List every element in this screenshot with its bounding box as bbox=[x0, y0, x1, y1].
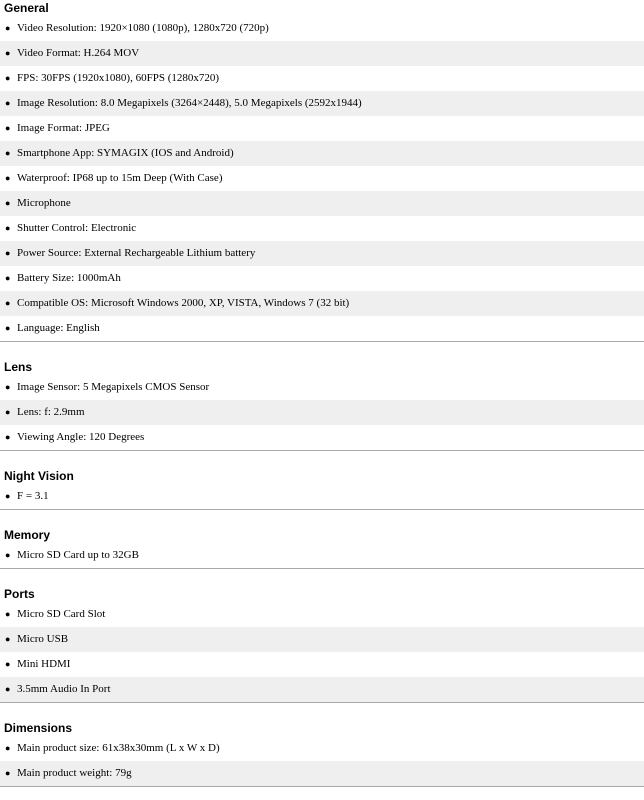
bullet-icon: ● bbox=[5, 73, 11, 83]
spec-item-text: Waterproof: IP68 up to 15m Deep (With Case) bbox=[17, 172, 223, 184]
bullet-icon: ● bbox=[5, 148, 11, 158]
spec-item bbox=[0, 216, 644, 241]
spec-item-text: Smartphone App: SYMAGIX (IOS and Android) bbox=[17, 147, 234, 159]
spec-item-text: Main product size: 61x38x30mm (L x W x D) bbox=[17, 742, 220, 754]
spec-item-text: FPS: 30FPS (1920x1080), 60FPS (1280x720) bbox=[17, 72, 220, 84]
spec-item-text: Video Format: H.264 MOV bbox=[17, 47, 140, 59]
spec-list bbox=[0, 375, 644, 451]
spec-item-text: Micro USB bbox=[17, 633, 69, 645]
bullet-icon: ● bbox=[5, 98, 11, 108]
spec-list bbox=[0, 602, 644, 703]
section-spacer bbox=[0, 342, 644, 359]
section-spacer bbox=[0, 569, 644, 586]
bullet-icon: ● bbox=[5, 432, 11, 442]
spec-item-text: Battery Size: 1000mAh bbox=[17, 272, 121, 284]
bullet-icon: ● bbox=[5, 550, 11, 560]
spec-item bbox=[0, 16, 644, 41]
spec-item bbox=[0, 91, 644, 116]
bullet-icon: ● bbox=[5, 298, 11, 308]
section-title: Dimensions bbox=[4, 721, 73, 735]
spec-item-text: Main product weight: 79g bbox=[17, 767, 132, 779]
bullet-icon: ● bbox=[5, 173, 11, 183]
bullet-icon: ● bbox=[5, 634, 11, 644]
bullet-icon: ● bbox=[5, 273, 11, 283]
bullet-icon: ● bbox=[5, 609, 11, 619]
bullet-icon: ● bbox=[5, 768, 11, 778]
spec-section-lens bbox=[0, 359, 644, 451]
spec-item bbox=[0, 316, 644, 341]
spec-item-text: Micro SD Card up to 32GB bbox=[17, 549, 139, 561]
spec-section-ports bbox=[0, 586, 644, 703]
spec-item-text: Mini HDMI bbox=[17, 658, 71, 670]
spec-item-text: Image Format: JPEG bbox=[17, 122, 110, 134]
section-title: General bbox=[4, 1, 49, 15]
bullet-icon: ● bbox=[5, 223, 11, 233]
section-title: Night Vision bbox=[4, 469, 74, 483]
spec-list bbox=[0, 736, 644, 787]
spec-section-memory bbox=[0, 527, 644, 569]
spec-item bbox=[0, 291, 644, 316]
spec-item bbox=[0, 602, 644, 627]
spec-item bbox=[0, 241, 644, 266]
spec-item-text: Image Resolution: 8.0 Megapixels (3264×2448), 5.0 Megapixels (2592x1944) bbox=[17, 97, 362, 109]
spec-item bbox=[0, 66, 644, 91]
spec-item bbox=[0, 41, 644, 66]
bullet-icon: ● bbox=[5, 23, 11, 33]
section-spacer bbox=[0, 510, 644, 527]
bullet-icon: ● bbox=[5, 491, 11, 501]
spec-item-text: Power Source: External Rechargeable Lithium battery bbox=[17, 247, 256, 259]
spec-item-text: Micro SD Card Slot bbox=[17, 608, 106, 620]
spec-section-dimensions bbox=[0, 720, 644, 787]
bullet-icon: ● bbox=[5, 323, 11, 333]
spec-item bbox=[0, 425, 644, 450]
spec-item-text: Shutter Control: Electronic bbox=[17, 222, 137, 234]
spec-item-text: Viewing Angle: 120 Degrees bbox=[17, 431, 145, 443]
section-title: Lens bbox=[4, 360, 33, 374]
bullet-icon: ● bbox=[5, 198, 11, 208]
spec-item bbox=[0, 266, 644, 291]
spec-item bbox=[0, 677, 644, 702]
spec-item bbox=[0, 761, 644, 786]
spec-item-text: Language: English bbox=[17, 322, 100, 334]
spec-item bbox=[0, 116, 644, 141]
spec-item-text: Image Sensor: 5 Megapixels CMOS Sensor bbox=[17, 381, 210, 393]
spec-item bbox=[0, 484, 644, 509]
bullet-icon: ● bbox=[5, 248, 11, 258]
spec-item bbox=[0, 166, 644, 191]
spec-list bbox=[0, 543, 644, 569]
spec-item bbox=[0, 543, 644, 568]
spec-item bbox=[0, 736, 644, 761]
section-title: Ports bbox=[4, 587, 35, 601]
spec-item-text: Video Resolution: 1920×1080 (1080p), 1280x720 (720p) bbox=[17, 22, 269, 34]
spec-item-text: Lens: f: 2.9mm bbox=[17, 406, 85, 418]
spec-list bbox=[0, 16, 644, 342]
spec-list bbox=[0, 484, 644, 510]
spec-item-text: F = 3.1 bbox=[17, 490, 49, 502]
bullet-icon: ● bbox=[5, 123, 11, 133]
spec-section-night-vision bbox=[0, 468, 644, 510]
spec-item-text: 3.5mm Audio In Port bbox=[17, 683, 111, 695]
bullet-icon: ● bbox=[5, 48, 11, 58]
bullet-icon: ● bbox=[5, 407, 11, 417]
spec-section-general bbox=[0, 0, 644, 342]
spec-item-text: Compatible OS: Microsoft Windows 2000, XP, VISTA, Windows 7 (32 bit) bbox=[17, 297, 350, 309]
bullet-icon: ● bbox=[5, 743, 11, 753]
bullet-icon: ● bbox=[5, 659, 11, 669]
spec-item bbox=[0, 141, 644, 166]
bullet-icon: ● bbox=[5, 684, 11, 694]
spec-item bbox=[0, 375, 644, 400]
section-spacer bbox=[0, 703, 644, 720]
spec-item bbox=[0, 627, 644, 652]
section-spacer bbox=[0, 451, 644, 468]
spec-item bbox=[0, 652, 644, 677]
spec-item bbox=[0, 400, 644, 425]
spec-item bbox=[0, 191, 644, 216]
bullet-icon: ● bbox=[5, 382, 11, 392]
spec-item-text: Microphone bbox=[17, 197, 71, 209]
section-title: Memory bbox=[4, 528, 51, 542]
